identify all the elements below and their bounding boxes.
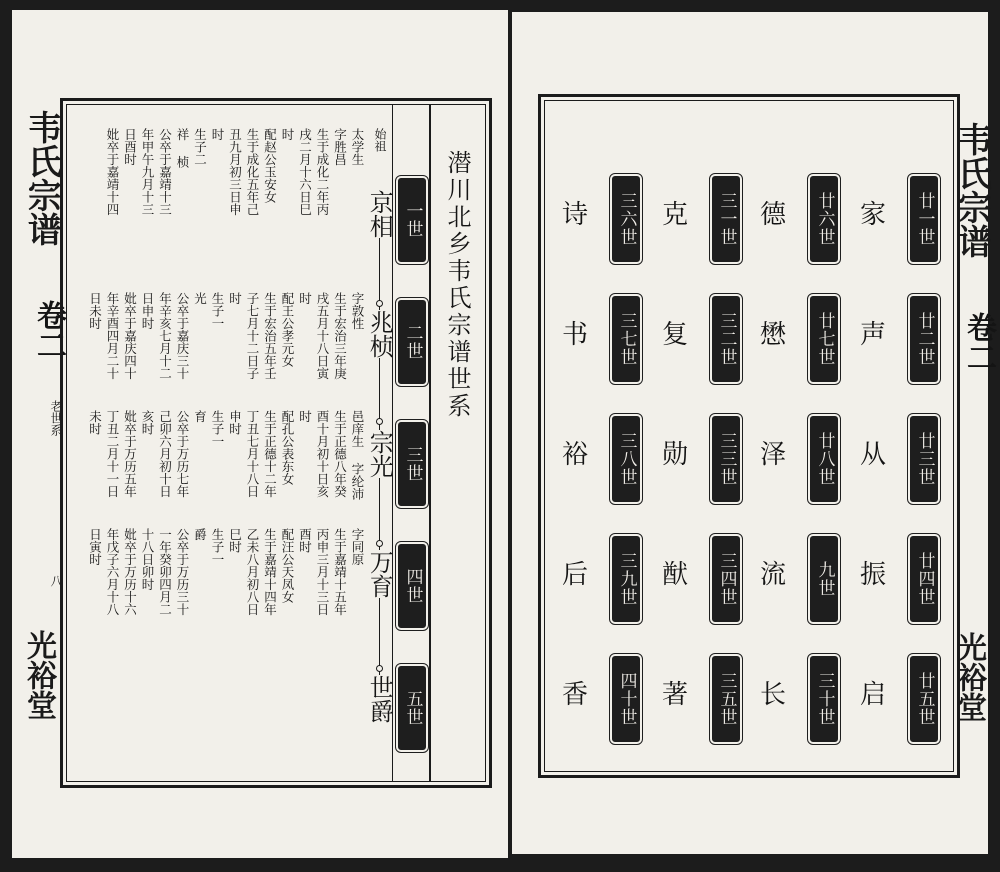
generation-badge: 廿三世 <box>910 416 938 502</box>
entry-column: 子七月十二日子 <box>245 292 260 380</box>
generation-badge: 五世 <box>398 666 426 750</box>
entry-column: 生于正德十二年 <box>262 410 278 498</box>
entry-column: 酉时 <box>297 528 313 553</box>
generation-badge: 廿八世 <box>810 416 838 502</box>
entry-column: 日酉时 <box>122 128 138 166</box>
generation-word: 启 <box>859 680 886 710</box>
generation-word: 书 <box>561 320 588 350</box>
entry-column: 太学生 <box>350 128 365 166</box>
entry-column: 申时 <box>227 410 243 435</box>
right-page <box>512 12 996 854</box>
generation-badge: 二世 <box>398 300 426 384</box>
entry-column: 字同原 <box>350 528 365 566</box>
entry-column: 配赵公玉安女 <box>262 128 278 203</box>
entry-column: 生于嘉靖十四年 <box>262 528 278 616</box>
generation-word: 长 <box>759 680 786 710</box>
generation-badge: 三五世 <box>712 656 740 742</box>
spine-section: 老世系 <box>49 400 63 436</box>
entry-column: 日未时 <box>87 292 103 330</box>
generation-badge: 三八世 <box>612 416 640 502</box>
left-page <box>12 10 508 858</box>
lineage-dot <box>376 540 383 547</box>
right-inner-frame <box>544 100 954 772</box>
right-spine-hall: 光裕堂 <box>951 632 986 722</box>
generation-word: 香 <box>561 680 588 710</box>
generation-badge: 三十世 <box>810 656 838 742</box>
generation-badge: 廿七世 <box>810 296 838 382</box>
entry-column: 年辛酉四月二十 <box>105 292 120 380</box>
generation-badge: 四十世 <box>612 656 640 742</box>
generation-word: 声 <box>859 320 886 350</box>
entry-column: 生子二 <box>192 128 208 166</box>
generation-word: 裕 <box>561 440 588 470</box>
generation-word: 诗 <box>561 200 588 230</box>
generation-badge: 三三世 <box>712 416 740 502</box>
generation-word: 德 <box>759 200 786 230</box>
generation-word: 流 <box>759 560 786 590</box>
generation-word: 克 <box>661 200 688 230</box>
generation-word: 振 <box>859 560 886 590</box>
entry-column: 光 <box>192 292 208 305</box>
entry-column: 十八日卯时 <box>140 528 155 591</box>
generation-word: 著 <box>661 680 688 710</box>
entry-column: 生于正德八年癸 <box>332 410 348 498</box>
entry-column: 公卒于万历七年 <box>175 410 190 498</box>
entry-column: 丁丑二月十一日 <box>105 410 120 498</box>
entry-column: 年甲午九月十三 <box>140 128 155 216</box>
generation-badge: 九世 <box>810 536 838 622</box>
entry-column: 时 <box>297 292 313 305</box>
generation-badge: 三七世 <box>612 296 640 382</box>
generation-badge: 廿一世 <box>910 176 938 262</box>
entry-column: 育 <box>192 410 208 423</box>
generation-badge: 三一世 <box>712 176 740 262</box>
spine-hall: 光裕堂 <box>21 630 56 720</box>
generation-word: 从 <box>859 440 886 470</box>
entry-column: 己卯六月初十日 <box>157 410 173 498</box>
lineage-dot <box>376 665 383 672</box>
generation-badge: 廿二世 <box>910 296 938 382</box>
page-number: 八 <box>49 575 63 587</box>
entry-column: 妣卒于万历十六 <box>122 528 138 616</box>
spine-volume: 卷二 <box>31 300 66 360</box>
generation-badge: 廿六世 <box>810 176 838 262</box>
generation-badge: 廿四世 <box>910 536 938 622</box>
entry-column: 时 <box>210 128 225 141</box>
generation-badge: 三世 <box>398 422 426 506</box>
entry-column: 配王公孝元女 <box>280 292 295 367</box>
entry-column: 妣卒于嘉庆四十 <box>122 292 138 380</box>
right-spine-title: 韦氏宗谱 <box>951 122 992 258</box>
lineage-name: 宗光 <box>365 430 394 478</box>
entry-column: 配孔公表东女 <box>280 410 295 485</box>
entry-column: 生于成化二年丙 <box>315 128 330 216</box>
entry-column: 妣卒于万历五年 <box>122 410 138 498</box>
lineage-dot <box>376 418 383 425</box>
entry-column: 生于嘉靖十五年 <box>332 528 348 616</box>
entry-column: 爵 <box>192 528 208 541</box>
entry-column: 生子一 <box>210 410 225 448</box>
generation-word: 懋 <box>759 320 786 350</box>
generation-word: 家 <box>859 200 886 230</box>
entry-column: 妣卒于嘉靖十四 <box>105 128 120 216</box>
entry-column: 公卒于万历三十 <box>175 528 190 616</box>
entry-column: 酉十月初十日亥 <box>315 410 330 498</box>
entry-column: 邑庠生 字纶沛 <box>350 410 365 500</box>
founder-label: 始祖 <box>373 128 387 152</box>
generation-badge: 三二世 <box>712 296 740 382</box>
entry-column: 字胜昌 <box>332 128 348 166</box>
entry-column: 字敦性 <box>350 292 365 330</box>
entry-column: 年辛亥七月十二 <box>157 292 173 380</box>
entry-column: 生于成化五年己 <box>245 128 260 216</box>
lineage-name: 京相 <box>365 190 394 238</box>
entry-column: 一年癸卯四月二 <box>157 528 173 616</box>
entry-column: 公卒于嘉靖十三 <box>157 128 173 216</box>
entry-column: 丁丑七月十八日 <box>245 410 260 498</box>
entry-column: 未时 <box>87 410 103 435</box>
genealogy-heading: 潜川北乡韦氏宗谱世系 <box>443 150 471 420</box>
entry-column: 生于宏治五年壬 <box>262 292 278 380</box>
entry-column: 生子一 <box>210 528 225 566</box>
generation-badge: 四世 <box>398 544 426 628</box>
entry-column: 巳时 <box>227 528 243 553</box>
entry-column: 戌二月十六日巳 <box>297 128 313 216</box>
generation-badge: 廿五世 <box>910 656 938 742</box>
entry-column: 时 <box>227 292 243 305</box>
generation-badge: 一世 <box>398 178 426 262</box>
entry-column: 丑九月初三日申 <box>227 128 243 216</box>
entry-column: 丙申三月十三日 <box>315 528 330 616</box>
entry-column: 配汪公天凤女 <box>280 528 295 603</box>
entry-column: 时 <box>280 128 295 141</box>
generation-badge: 三六世 <box>612 176 640 262</box>
lineage-dot <box>376 300 383 307</box>
entry-column: 生于宏治三年庚 <box>332 292 348 380</box>
generation-word: 复 <box>661 320 688 350</box>
entry-column: 日寅时 <box>87 528 103 566</box>
generation-word: 泽 <box>759 440 786 470</box>
lineage-name: 兆桢 <box>365 310 394 358</box>
entry-column: 年戊子六月十八 <box>105 528 120 616</box>
entry-column: 日申时 <box>140 292 155 330</box>
entry-column: 祥 桢 <box>175 128 190 168</box>
lineage-name: 万育 <box>365 550 394 598</box>
spine-title: 韦氏宗谱 <box>21 110 62 246</box>
entry-column: 公卒于嘉庆三十 <box>175 292 190 380</box>
right-spine-volume: 卷二 <box>961 312 996 372</box>
generation-badge: 三四世 <box>712 536 740 622</box>
entry-column: 亥时 <box>140 410 155 435</box>
lineage-name: 世爵 <box>365 675 394 723</box>
entry-column: 生子一 <box>210 292 225 330</box>
generation-badge: 三九世 <box>612 536 640 622</box>
entry-column: 戌五月十八日寅 <box>315 292 330 380</box>
entry-column: 时 <box>297 410 313 423</box>
generation-word: 猷 <box>661 560 688 590</box>
generation-word: 勋 <box>661 440 688 470</box>
entry-column: 乙未八月初八日 <box>245 528 260 616</box>
generation-word: 后 <box>561 560 588 590</box>
